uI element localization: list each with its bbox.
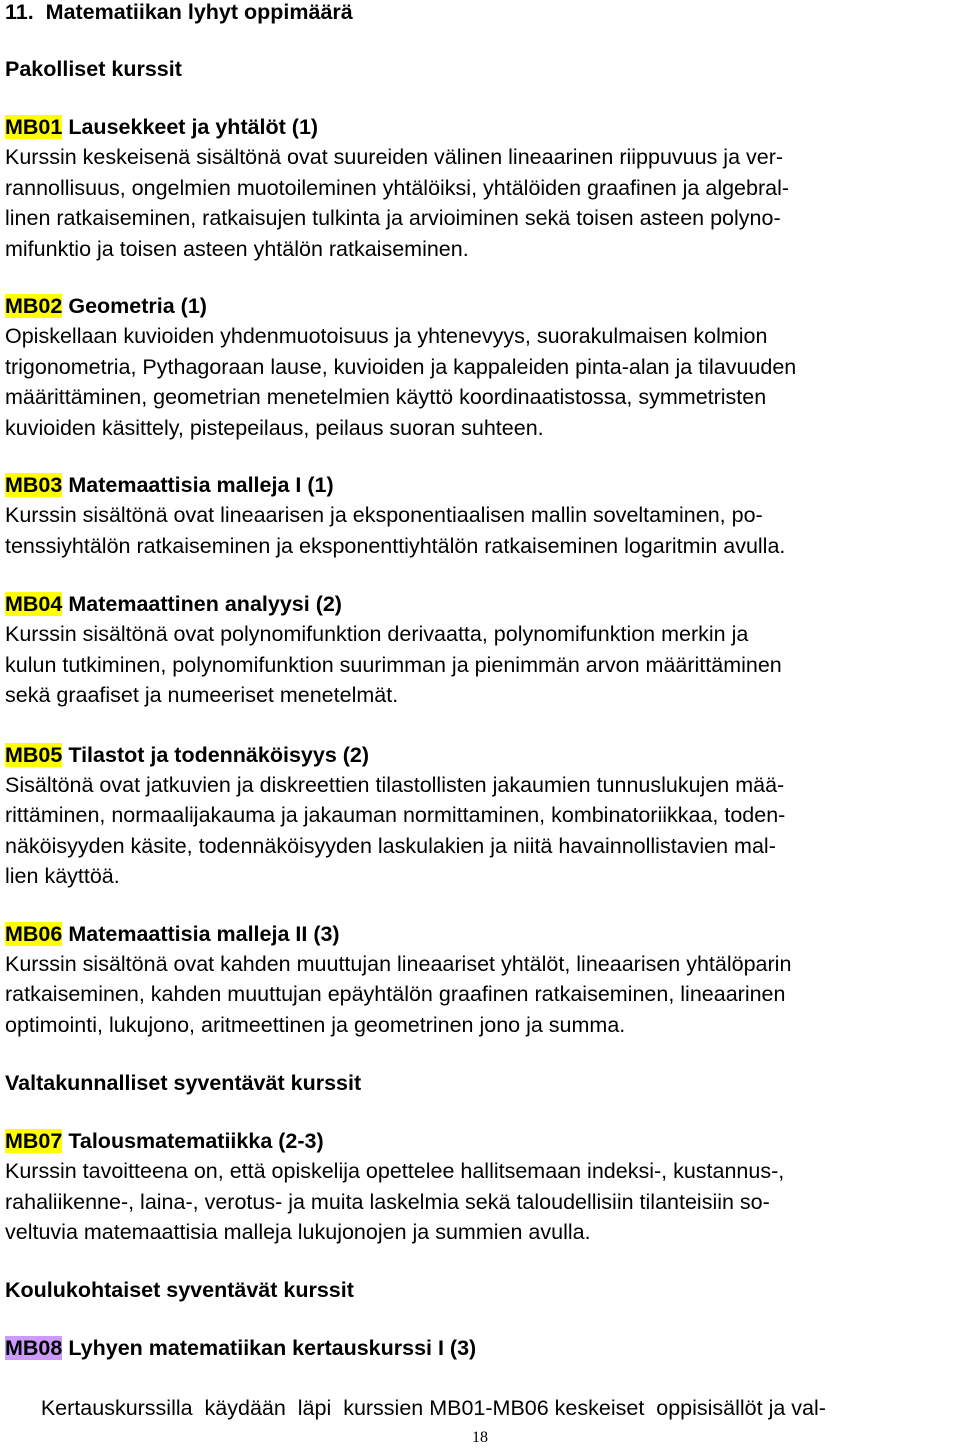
- course-code: MB08: [5, 1336, 62, 1360]
- course-code: MB01: [5, 115, 62, 139]
- description-line: mifunktio ja toisen asteen yhtälön ratkaiseminen.: [5, 237, 469, 261]
- course-title-row: [5, 1333, 955, 1363]
- course-title: Matemaattisia malleja I (1): [68, 473, 333, 497]
- course-description: [5, 619, 955, 711]
- description-line: optimointi, lukujono, aritmeettinen ja geometrinen jono ja summa.: [5, 1013, 625, 1037]
- course-title: Matemaattisia malleja II (3): [68, 922, 339, 946]
- description-line: trigonometria, Pythagoraan lause, kuvioiden ja kappaleiden pinta-alan ja tilavuuden: [5, 355, 796, 379]
- description-line: kuvioiden käsittely, pistepeilaus, peilaus suoran suhteen.: [5, 416, 544, 440]
- course-title-row: [5, 740, 955, 770]
- course-mb07: [5, 1126, 955, 1248]
- course-title-row: [5, 1126, 955, 1156]
- description-line: linen ratkaiseminen, ratkaisujen tulkinta ja arvioiminen sekä toisen asteen polyno-: [5, 206, 781, 230]
- course-mb06: [5, 919, 955, 1041]
- course-description: [5, 500, 955, 561]
- page-number: 18: [0, 1428, 960, 1448]
- course-title-row: [5, 470, 955, 500]
- course-title-row: [5, 919, 955, 949]
- course-mb05: [5, 740, 955, 892]
- course-description: [5, 770, 955, 892]
- course-title: Talousmatematiikka (2-3): [68, 1129, 323, 1153]
- course-description: [5, 142, 955, 264]
- course-code: MB02: [5, 294, 62, 318]
- description-line: rittäminen, normaalijakauma ja jakauman normittaminen, kombinatoriikkaa, toden-: [5, 803, 785, 827]
- course-code: MB05: [5, 743, 62, 767]
- description-line: kulun tutkiminen, polynomifunktion suurimman ja pienimmän arvon määrittäminen: [5, 653, 782, 677]
- course-description: [5, 1156, 955, 1248]
- course-mb04: [5, 589, 955, 711]
- description-line: ratkaiseminen, kahden muuttujan epäyhtälön graafinen ratkaiseminen, lineaarinen: [5, 982, 785, 1006]
- section-heading-required: Pakolliset kurssit: [5, 54, 955, 84]
- chapter-heading: [5, 0, 955, 27]
- course-title: Lyhyen matematiikan kertauskurssi I (3): [68, 1336, 476, 1360]
- description-line: määrittäminen, geometrian menetelmien käyttö koordinaatistossa, symmetristen: [5, 385, 766, 409]
- description-line: Sisältönä ovat jatkuvien ja diskreettien tilastollisten jakaumien tunnuslukujen mää-: [5, 773, 784, 797]
- course-code: MB04: [5, 592, 62, 616]
- course-title-row: [5, 589, 955, 619]
- document-page: [5, 0, 955, 1454]
- course-code: MB06: [5, 922, 62, 946]
- description-line: Kertauskurssilla käydään läpi kurssien MB01-MB06 keskeiset oppisisällöt ja val-: [41, 1396, 826, 1420]
- section-heading-national: Valtakunnalliset syventävät kurssit: [5, 1068, 955, 1098]
- section-heading-school: Koulukohtaiset syventävät kurssit: [5, 1275, 955, 1305]
- chapter-title: Matematiikan lyhyt oppimäärä: [46, 0, 353, 24]
- course-title: Tilastot ja todennäköisyys (2): [68, 743, 369, 767]
- description-line: Kurssin keskeisenä sisältönä ovat suureiden välinen lineaarinen riippuvuus ja ver-: [5, 145, 783, 169]
- description-line: veltuvia matemaattisia malleja lukujonojen ja summien avulla.: [5, 1220, 591, 1244]
- chapter-number: 11.: [5, 0, 34, 24]
- description-line: Kurssin sisältönä ovat kahden muuttujan lineaariset yhtälöt, lineaarisen yhtälöparin: [5, 952, 791, 976]
- course-mb02: [5, 291, 955, 443]
- description-line: rahaliikenne-, laina-, verotus- ja muita laskelmia sekä taloudellisiin tilanteisiin so-: [5, 1190, 770, 1214]
- course-mb01: [5, 112, 955, 264]
- description-line: Opiskellaan kuvioiden yhdenmuotoisuus ja yhtenevyys, suorakulmaisen kolmion: [5, 324, 767, 348]
- description-line: Kurssin sisältönä ovat polynomifunktion derivaatta, polynomifunktion merkin ja: [5, 622, 748, 646]
- course-description: [5, 321, 955, 443]
- description-line: tenssiyhtälön ratkaiseminen ja eksponenttiyhtälön ratkaiseminen logaritmin avulla.: [5, 534, 785, 558]
- description-line: rannollisuus, ongelmien muotoileminen yhtälöiksi, yhtälöiden graafinen ja algebral-: [5, 176, 789, 200]
- course-code: MB07: [5, 1129, 62, 1153]
- course-description: [5, 949, 955, 1041]
- description-line: näköisyyden käsite, todennäköisyyden laskulakien ja niitä havainnollistavien mal-: [5, 834, 776, 858]
- course-title: Geometria (1): [68, 294, 207, 318]
- course-title-row: [5, 112, 955, 142]
- description-line: Kurssin sisältönä ovat lineaarisen ja eksponentiaalisen mallin soveltaminen, po-: [5, 503, 763, 527]
- course-code: MB03: [5, 473, 62, 497]
- description-line: Kurssin tavoitteena on, että opiskelija opettelee hallitsemaan indeksi-, kustannus-,: [5, 1159, 784, 1183]
- course-mb03: [5, 470, 955, 561]
- course-title: Lausekkeet ja yhtälöt (1): [68, 115, 318, 139]
- course-title-row: [5, 291, 955, 321]
- description-line: sekä graafiset ja numeeriset menetelmät.: [5, 683, 398, 707]
- course-title: Matemaattinen analyysi (2): [68, 592, 342, 616]
- description-line: lien käyttöä.: [5, 864, 120, 888]
